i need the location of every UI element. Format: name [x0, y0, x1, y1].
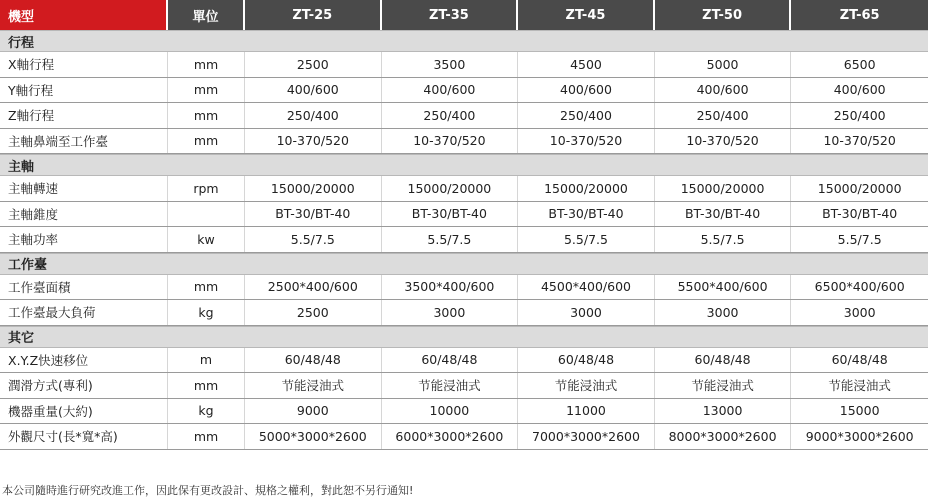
spec-value: 2500 — [245, 300, 382, 325]
spec-value: BT-30/BT-40 — [518, 202, 655, 227]
spec-value: 5500*400/600 — [655, 275, 792, 300]
spec-value: 3000 — [382, 300, 519, 325]
spec-value: 10-370/520 — [245, 129, 382, 154]
spec-label: 外觀尺寸(長*寬*高) — [0, 424, 168, 449]
spec-value: 400/600 — [833, 82, 886, 98]
spec-unit: mm — [168, 424, 245, 449]
spec-value: 3500 — [382, 52, 519, 77]
spec-unit: rpm — [168, 176, 245, 201]
spec-value: 10000 — [382, 399, 519, 424]
spec-value: 400/600 — [518, 78, 655, 103]
spec-unit: kg — [168, 300, 245, 325]
table-row — [0, 373, 928, 399]
spec-value: 节能浸油式 — [245, 373, 382, 398]
spec-value: 节能浸油式 — [655, 373, 792, 398]
spec-label: 主軸錐度 — [0, 202, 168, 227]
spec-value: 5000*3000*2600 — [245, 424, 382, 449]
spec-value: 节能浸油式 — [828, 378, 891, 394]
spec-value: 10-370/520 — [655, 129, 792, 154]
table-row — [0, 300, 928, 326]
table-row — [0, 275, 928, 301]
spec-value: 3000 — [518, 300, 655, 325]
table-row — [0, 176, 928, 202]
spec-value: 60/48/48 — [831, 352, 888, 368]
section-title: 工作臺 — [8, 258, 48, 273]
spec-value: 7000*3000*2600 — [518, 424, 655, 449]
model-column-header: ZT-35 — [382, 0, 519, 30]
section-header — [0, 154, 928, 176]
spec-value: 15000/20000 — [245, 176, 382, 201]
table-row — [0, 202, 928, 228]
spec-label: 工作臺面積 — [0, 275, 168, 300]
unit-header: 單位 — [168, 0, 245, 30]
table-row — [0, 424, 928, 450]
spec-value: 9000*3000*2600 — [805, 428, 914, 444]
spec-value: 5.5/7.5 — [837, 231, 882, 247]
spec-value: 5000 — [655, 52, 792, 77]
spec-value: 9000 — [245, 399, 382, 424]
spec-value: 13000 — [655, 399, 792, 424]
model-column-header: ZT-65 — [791, 0, 928, 30]
spec-label: 主軸功率 — [0, 227, 168, 252]
spec-label: 潤滑方式(專利) — [0, 373, 168, 398]
spec-unit: kg — [168, 399, 245, 424]
model-column-header: ZT-45 — [518, 0, 655, 30]
spec-value: 5.5/7.5 — [245, 227, 382, 252]
spec-value: 250/400 — [245, 103, 382, 128]
table-row — [0, 78, 928, 104]
spec-value: 250/400 — [518, 103, 655, 128]
model-column-header: ZT-25 — [245, 0, 382, 30]
spec-value: 15000/20000 — [655, 176, 792, 201]
table-row — [0, 227, 928, 253]
spec-value: 250/400 — [833, 107, 886, 123]
section-title: 主軸 — [8, 159, 35, 175]
spec-value: 15000/20000 — [518, 176, 655, 201]
section-title: 行程 — [8, 35, 35, 51]
spec-value: BT-30/BT-40 — [822, 206, 898, 222]
spec-value: 5.5/7.5 — [655, 227, 792, 252]
section-header — [0, 326, 928, 348]
spec-value: 4500*400/600 — [518, 275, 655, 300]
spec-value: 3000 — [843, 304, 876, 320]
spec-value: 4500 — [518, 52, 655, 77]
spec-value: 15000/20000 — [382, 176, 519, 201]
spec-label: X軸行程 — [0, 52, 168, 77]
spec-unit: mm — [168, 129, 245, 154]
spec-value: 6500 — [843, 56, 876, 72]
table-row — [0, 52, 928, 78]
table-body — [0, 30, 928, 450]
spec-value: 6500*400/600 — [814, 279, 905, 295]
spec-unit: mm — [168, 275, 245, 300]
model-column-header: ZT-50 — [655, 0, 792, 30]
spec-value: 3500*400/600 — [382, 275, 519, 300]
spec-label: 主軸轉速 — [0, 176, 168, 201]
spec-value: 60/48/48 — [245, 348, 382, 373]
spec-value: BT-30/BT-40 — [245, 202, 382, 227]
spec-unit: mm — [168, 52, 245, 77]
spec-value: 10-370/520 — [382, 129, 519, 154]
spec-value: 10-370/520 — [823, 133, 896, 149]
table-row — [0, 103, 928, 129]
spec-value: 60/48/48 — [518, 348, 655, 373]
spec-label: 主軸鼻端至工作臺 — [0, 129, 168, 154]
spec-value: 节能浸油式 — [518, 373, 655, 398]
spec-value: 11000 — [518, 399, 655, 424]
spec-label: 機器重量(大約) — [0, 399, 168, 424]
table-row — [0, 348, 928, 374]
spec-unit: mm — [168, 103, 245, 128]
spec-value: 节能浸油式 — [382, 373, 519, 398]
table-row — [0, 399, 928, 425]
footnote: 本公司隨時進行研究改進工作，因此保有更改設計、規格之權利，對此恕不另行通知! — [2, 484, 414, 497]
spec-label: Z軸行程 — [0, 103, 168, 128]
spec-unit: kw — [168, 227, 245, 252]
spec-value: 400/600 — [382, 78, 519, 103]
spec-unit — [168, 202, 245, 227]
section-header — [0, 253, 928, 275]
section-title: 其它 — [8, 331, 35, 346]
spec-value: 400/600 — [245, 78, 382, 103]
spec-value: 8000*3000*2600 — [655, 424, 792, 449]
spec-value: BT-30/BT-40 — [382, 202, 519, 227]
spec-value: 5.5/7.5 — [518, 227, 655, 252]
table-row — [0, 129, 928, 155]
spec-value: 250/400 — [655, 103, 792, 128]
spec-value: 5.5/7.5 — [382, 227, 519, 252]
header-row — [0, 0, 928, 30]
spec-value: 2500 — [245, 52, 382, 77]
spec-value: 60/48/48 — [655, 348, 792, 373]
spec-unit: m — [168, 348, 245, 373]
spec-value: 15000/20000 — [817, 180, 902, 196]
model-header: 機型 — [0, 0, 168, 30]
spec-value: 6000*3000*2600 — [382, 424, 519, 449]
spec-value: 2500*400/600 — [245, 275, 382, 300]
spec-value: 3000 — [655, 300, 792, 325]
spec-value: 400/600 — [655, 78, 792, 103]
spec-value: 15000 — [839, 403, 880, 419]
spec-value: 10-370/520 — [518, 129, 655, 154]
spec-unit: mm — [168, 78, 245, 103]
spec-value: BT-30/BT-40 — [655, 202, 792, 227]
spec-label: X.Y.Z快速移位 — [0, 348, 168, 373]
spec-value: 60/48/48 — [382, 348, 519, 373]
spec-label: Y軸行程 — [0, 78, 168, 103]
spec-unit: mm — [168, 373, 245, 398]
spec-label: 工作臺最大負荷 — [0, 300, 168, 325]
section-header — [0, 30, 928, 52]
spec-value: 250/400 — [382, 103, 519, 128]
